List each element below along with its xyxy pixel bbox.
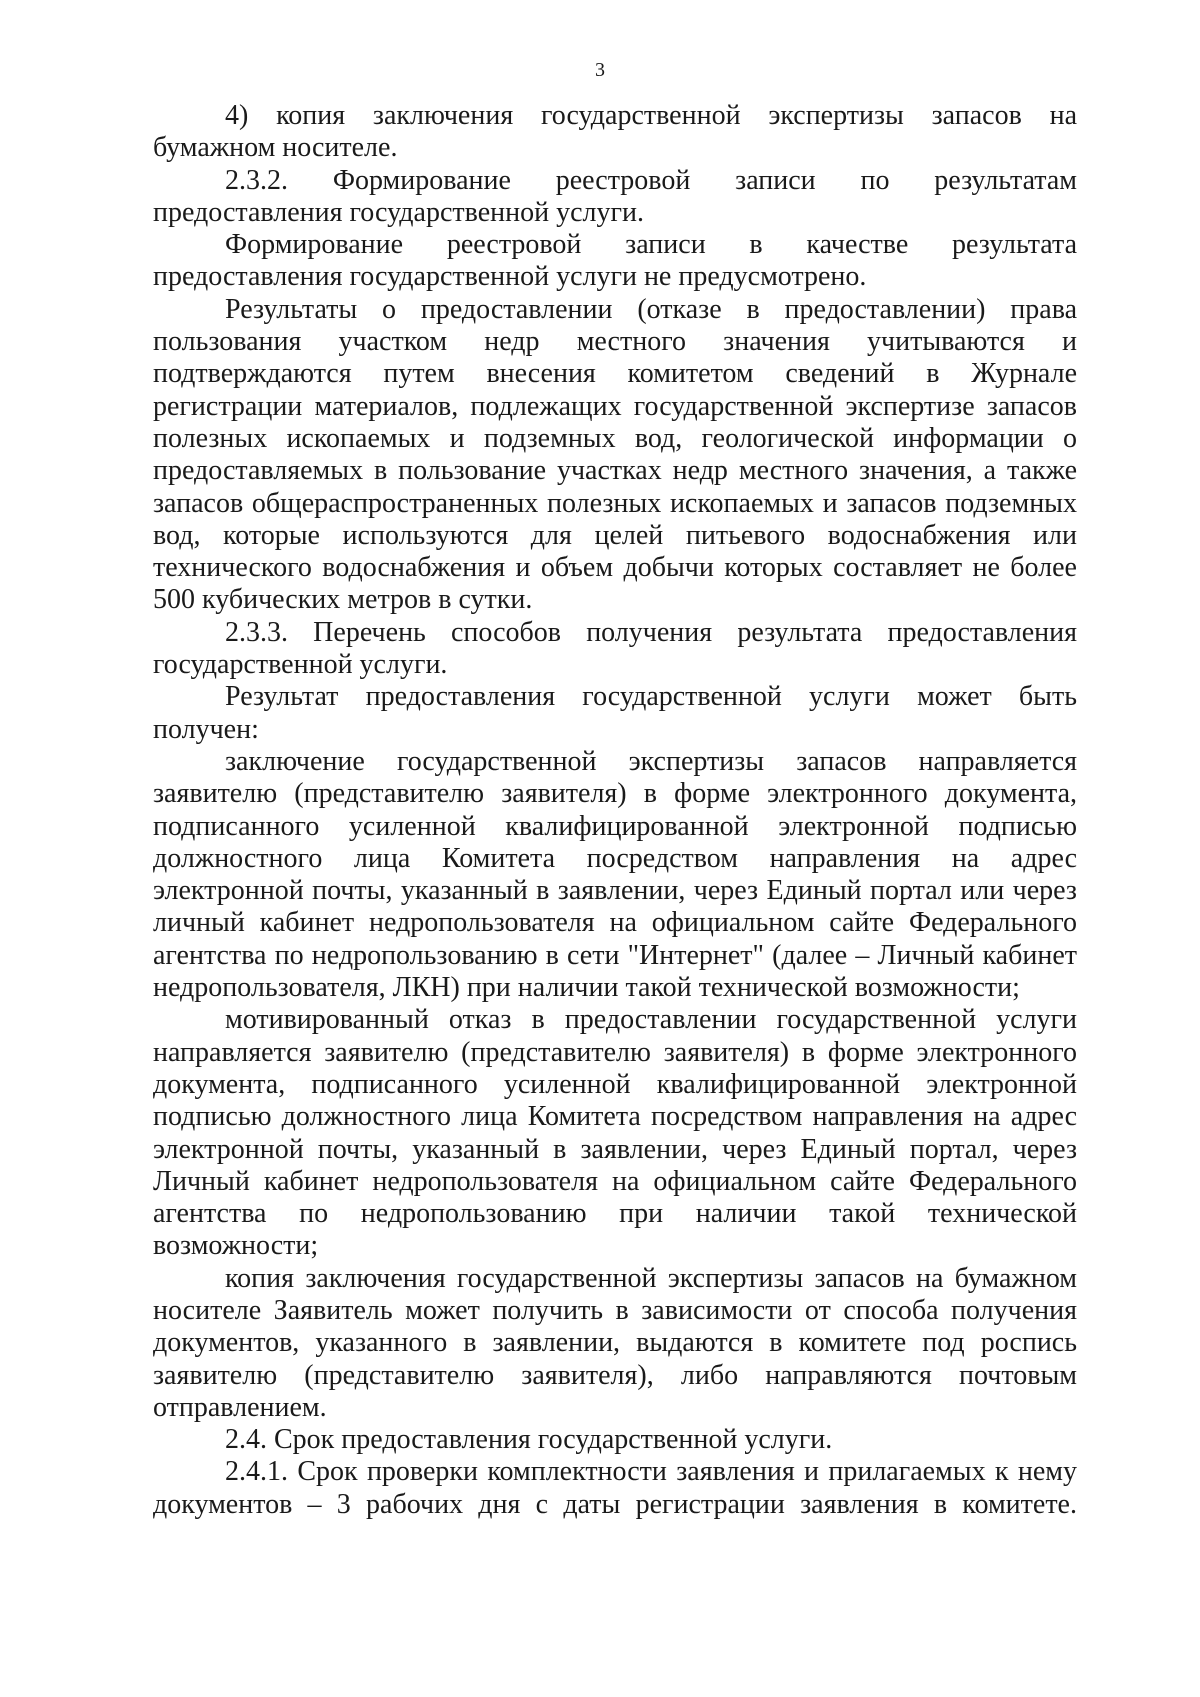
paragraph: Формирование реестровой записи в качестве результата предоставления государственной услуги не предусмотрено.: [153, 229, 1077, 293]
paragraph: Результат предоставления государственной услуги может быть получен:: [153, 681, 1077, 745]
section-heading: 2.4.1. Срок проверки комплектности заявления и прилагаемых к нему документов – 3 рабочих дня с даты регистрации заявления в комитете.: [153, 1456, 1077, 1520]
page-number: 3: [595, 59, 605, 81]
document-body: [153, 100, 1077, 1521]
section-heading: 2.4. Срок предоставления государственной услуги.: [225, 1424, 833, 1456]
section-heading: 2.3.2. Формирование реестровой записи по результатам предоставления государственной услуги.: [153, 164, 1077, 228]
paragraph: 4) копия заключения государственной экспертизы запасов на бумажном носителе.: [153, 100, 1077, 164]
list-paragraph: копия заключения государственной экспертизы запасов на бумажном носителе Заявитель может получить в зависимости от способа получения документов, указанного в заявлении, выдаются в комитете под роспись заявителю (представителю заявителя), либо направляются почтовым отправлением.: [153, 1262, 1077, 1423]
list-paragraph: заключение государственной экспертизы запасов направляется заявителю (представителю заявителя) в форме электронного документа, подписанного усиленной квалифицированной электронной подписью должностного лица Комитета посредством направления на адрес электронной почты, указанный в заявлении, через Единый портал или через личный кабинет недропользователя на официальном сайте Федерального агентства по недропользованию в сети "Интернет" (далее – Личный кабинет недропользователя, ЛКН) при наличии такой технической возможности;: [153, 745, 1077, 1004]
paragraph: Результаты о предоставлении (отказе в предоставлении) права пользования участком недр местного значения учитываются и подтверждаются путем внесения комитетом сведений в Журнале регистрации материалов, подлежащих государственной экспертизе запасов полезных ископаемых и подземных вод, геологической информации о предоставляемых в пользование участках недр местного значения, а также запасов общераспространенных полезных ископаемых и запасов подземных вод, которые используются для целей питьевого водоснабжения или технического водоснабжения и объем добычи которых составляет не более 500 кубических метров в сутки.: [153, 293, 1077, 616]
list-paragraph: мотивированный отказ в предоставлении государственной услуги направляется заявителю (представителю заявителя) в форме электронного документа, подписанного усиленной квалифицированной электронной подписью должностного лица Комитета посредством направления на адрес электронной почты, указанный в заявлении, через Единый портал, через Личный кабинет недропользователя на официальном сайте Федерального агентства по недропользованию при наличии такой технической возможности;: [153, 1004, 1077, 1262]
section-heading: 2.3.3. Перечень способов получения результата предоставления государственной услуги.: [153, 616, 1077, 681]
